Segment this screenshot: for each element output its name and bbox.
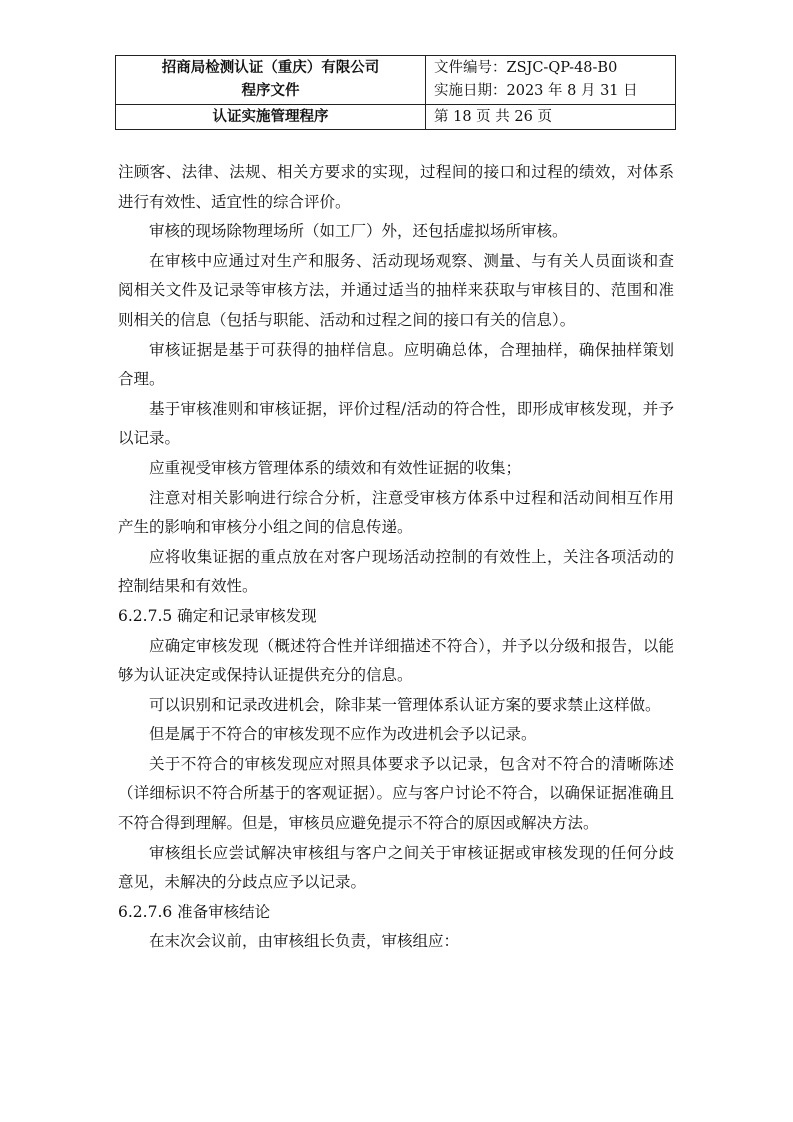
document-number: 文件编号：ZSJC-QP-48-B0 <box>434 60 618 76</box>
document-header-table <box>115 55 676 130</box>
paragraph: 注顾客、法律、法规、相关方要求的实现，过程间的接口和过程的绩效，对体系进行有效性、适宜性的综合评价。 <box>118 163 674 211</box>
paragraph: 可以识别和记录改进机会，除非某一管理体系认证方案的要求禁止这样做。 <box>149 695 661 714</box>
effective-date: 实施日期：2023 年 8 月 31 日 <box>434 83 638 99</box>
paragraph: 审核证据是基于可获得的抽样信息。应明确总体，合理抽样，确保抽样策划合理。 <box>118 340 674 389</box>
page-info: 第 18 页 共 26 页 <box>434 109 552 125</box>
document-title: 认证实施管理程序 <box>212 109 329 125</box>
paragraph: 在末次会议前，由审核组长负责，审核组应： <box>149 932 460 951</box>
section-heading: 6.2.7.5 确定和记录审核发现 <box>118 606 317 625</box>
company-line-2: 程序文件 <box>241 83 300 99</box>
paragraph: 关于不符合的审核发现应对照具体要求予以记录，包含对不符合的清晰陈述（详细标识不符合所基于的客观证据）。应与客户讨论不符合，以确保证据准确且不符合得到理解。但是，审核员应避免提示不符合的原因或解决方法。 <box>118 754 674 833</box>
paragraph: 注意对相关影响进行综合分析，注意受审核方体系中过程和活动间相互作用产生的影响和审核分小组之间的信息传递。 <box>118 488 674 537</box>
paragraph: 应确定审核发现（概述符合性并详细描述不符合），并予以分级和报告，以能够为认证决定或保持认证提供充分的信息。 <box>118 636 674 685</box>
header-divider-horizontal <box>116 104 675 105</box>
company-line-1: 招商局检测认证（重庆）有限公司 <box>161 60 380 76</box>
paragraph: 审核的现场除物理场所（如工厂）外，还包括虚拟场所审核。 <box>149 222 568 241</box>
paragraph: 审核组长应尝试解决审核组与客户之间关于审核证据或审核发现的任何分歧意见，未解决的分歧点应予以记录。 <box>118 843 674 892</box>
section-heading: 6.2.7.6 准备审核结论 <box>118 902 271 921</box>
header-divider-vertical <box>425 56 426 129</box>
company-name <box>116 57 425 103</box>
paragraph: 应重视受审核方管理体系的绩效和有效性证据的收集； <box>149 458 522 477</box>
document-body <box>118 158 674 957</box>
paragraph: 基于审核准则和审核证据，评价过程/活动的符合性，即形成审核发现，并予以记录。 <box>118 399 674 448</box>
paragraph: 应将收集证据的重点放在对客户现场活动控制的有效性上，关注各项活动的控制结果和有效性。 <box>118 547 674 596</box>
paragraph: 在审核中应通过对生产和服务、活动现场观察、测量、与有关人员面谈和查阅相关文件及记录等审核方法，并通过适当的抽样来获取与审核目的、范围和准则相关的信息（包括与职能、活动和过程之间的接口有关的信息）。 <box>118 251 674 329</box>
paragraph: 但是属于不符合的审核发现不应作为改进机会予以记录。 <box>149 725 537 744</box>
